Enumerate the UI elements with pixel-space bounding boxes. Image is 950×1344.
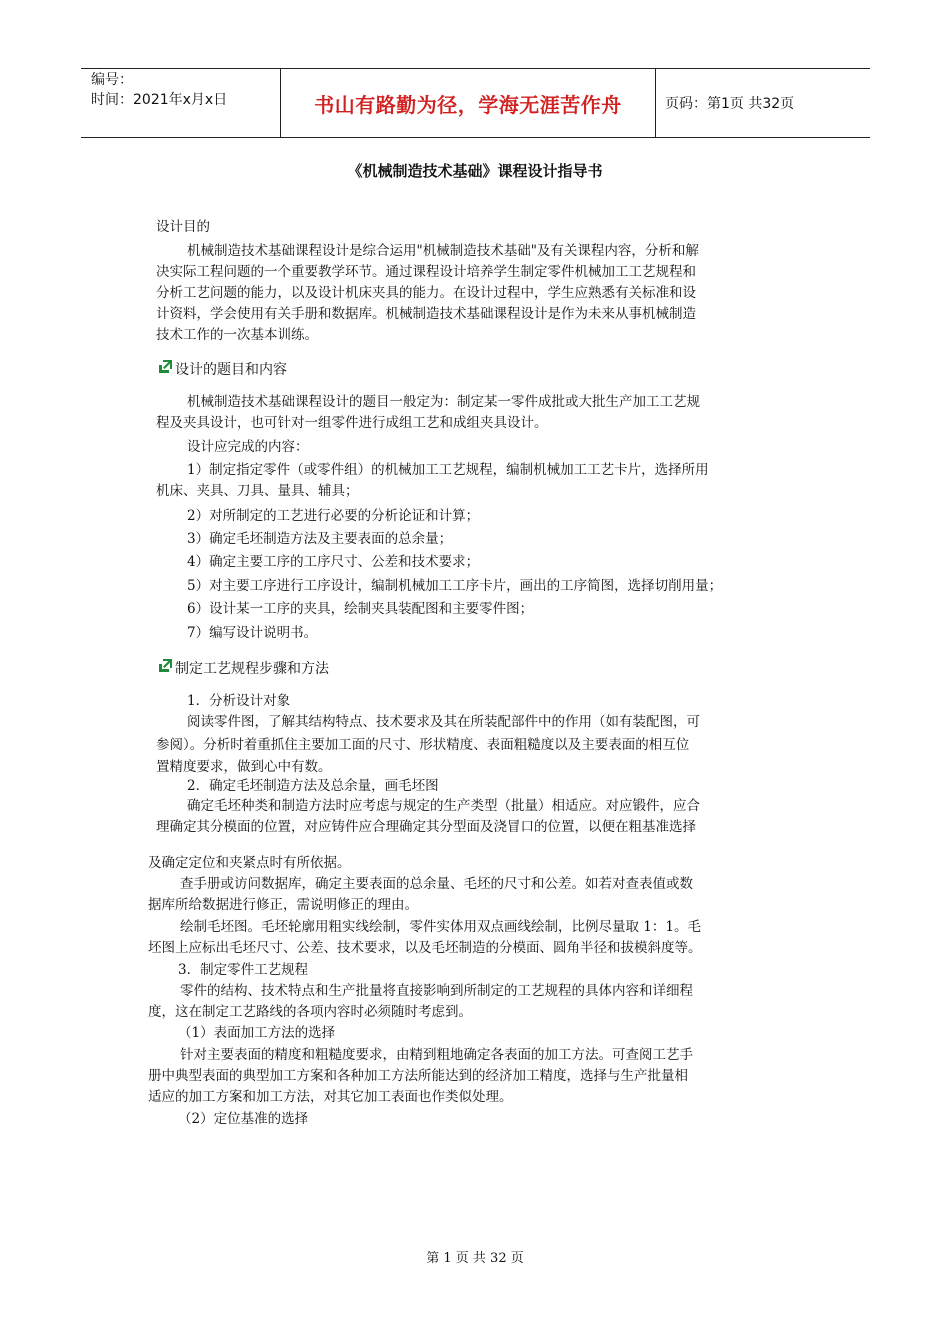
purpose-heading: 设计目的 — [156, 219, 210, 235]
content-item: 2）对所制定的工艺进行必要的分析论证和计算； — [187, 508, 480, 524]
method-line: 度，这在制定工艺路线的各项内容时必须随时考虑到。 — [148, 1004, 472, 1020]
method-line: 零件的结构、技术特点和生产批量将直接影响到所制定的工艺规程的具体内容和详细程 — [180, 983, 693, 999]
purpose-line: 分析工艺问题的能力，以及设计机床夹具的能力。在设计过程中，学生应熟悉有关标准和设 — [156, 285, 696, 301]
topic-line: 程及夹具设计，也可针对一组零件进行成组工艺和成组夹具设计。 — [156, 415, 548, 431]
method-line: 绘制毛坯图。毛坯轮廓用粗实线绘制，零件实体用双点画线绘制，比例尽量取 1：1。毛 — [180, 919, 701, 935]
header-meta — [81, 69, 281, 137]
method-heading — [158, 658, 329, 680]
method-line: 确定毛坯种类和制造方法时应考虑与规定的生产类型（批量）相适应。对应锻件，应合 — [187, 798, 700, 814]
method-line: 置精度要求，做到心中有数。 — [156, 759, 332, 775]
purpose-line: 计资料，学会使用有关手册和数据库。机械制造技术基础课程设计是作为未来从事机械制造 — [156, 306, 696, 322]
topic-heading-text: 设计的题目和内容 — [175, 362, 287, 378]
header-table — [81, 68, 870, 138]
method-line: 针对主要表面的精度和粗糙度要求，由精到粗地确定各表面的加工方法。可查阅工艺手 — [180, 1047, 693, 1063]
time-label: 时间：2021年x月x日 — [91, 92, 228, 108]
method-heading-text: 制定工艺规程步骤和方法 — [175, 661, 329, 677]
method-line: 2．确定毛坯制造方法及总余量，画毛坯图 — [187, 778, 439, 794]
method-line: 1．分析设计对象 — [187, 693, 291, 709]
purpose-line: 决实际工程问题的一个重要教学环节。通过课程设计培养学生制定零件机械加工工艺规程和 — [156, 264, 696, 280]
method-line: 理确定其分模面的位置，对应铸件应合理确定其分型面及浇冒口的位置，以便在粗基准选择 — [156, 819, 696, 835]
content-item: 1）制定指定零件（或零件组）的机械加工工艺规程，编制机械加工工艺卡片，选择所用 — [187, 462, 709, 478]
method-line: 据库所给数据进行修正，需说明修正的理由。 — [148, 897, 418, 913]
method-line: （2）定位基准的选择 — [178, 1111, 309, 1127]
page-footer: 第 1 页 共 32 页 — [426, 1251, 524, 1266]
method-line: 适应的加工方案和加工方法，对其它加工表面也作类似处理。 — [148, 1089, 513, 1105]
content-item: 机床、夹具、刀具、量具、辅具； — [156, 483, 359, 499]
method-line: （1）表面加工方法的选择 — [178, 1025, 336, 1041]
purpose-line: 技术工作的一次基本训练。 — [156, 327, 318, 343]
method-line: 查手册或访问数据库，确定主要表面的总余量、毛坯的尺寸和公差。如若对查表值或数 — [180, 876, 693, 892]
page-info: 页码：第1页 共32页 — [665, 96, 795, 112]
motto: 书山有路勤为径，学海无涯苦作舟 — [281, 69, 656, 137]
topic-line: 设计应完成的内容： — [187, 439, 309, 455]
document-title: 《机械制造技术基础》课程设计指导书 — [347, 162, 603, 180]
section-bullet-icon — [158, 658, 173, 680]
method-line: 册中典型表面的典型加工方案和各种加工方法所能达到的经济加工精度，选择与生产批量相 — [148, 1068, 688, 1084]
content-item: 3）确定毛坯制造方法及主要表面的总余量； — [187, 531, 453, 547]
method-line: 及确定定位和夹紧点时有所依据。 — [148, 855, 351, 871]
number-label: 编号： — [91, 72, 133, 88]
content-item: 5）对主要工序进行工序设计，编制机械加工工序卡片，画出的工序简图，选择切削用量； — [187, 578, 723, 594]
method-line: 3．制定零件工艺规程 — [178, 962, 309, 978]
method-line: 参阅）。分析时着重抓住主要加工面的尺寸、形状精度、表面粗糙度以及主要表面的相互位 — [156, 737, 690, 753]
method-line: 阅读零件图，了解其结构特点、技术要求及其在所装配部件中的作用（如有装配图，可 — [187, 714, 700, 730]
topic-heading — [158, 359, 287, 381]
topic-line: 机械制造技术基础课程设计的题目一般定为：制定某一零件成批或大批生产加工工艺规 — [187, 394, 700, 410]
purpose-line: 机械制造技术基础课程设计是综合运用"机械制造技术基础"及有关课程内容，分析和解 — [187, 243, 699, 259]
method-line: 坯图上应标出毛坯尺寸、公差、技术要求，以及毛坯制造的分模面、圆角半径和拔模斜度等。 — [148, 940, 702, 956]
content-item: 7）编写设计说明书。 — [187, 625, 318, 641]
content-item: 6）设计某一工序的夹具，绘制夹具装配图和主要零件图； — [187, 601, 534, 617]
section-bullet-icon — [158, 359, 173, 381]
content-item: 4）确定主要工序的工序尺寸、公差和技术要求； — [187, 554, 480, 570]
